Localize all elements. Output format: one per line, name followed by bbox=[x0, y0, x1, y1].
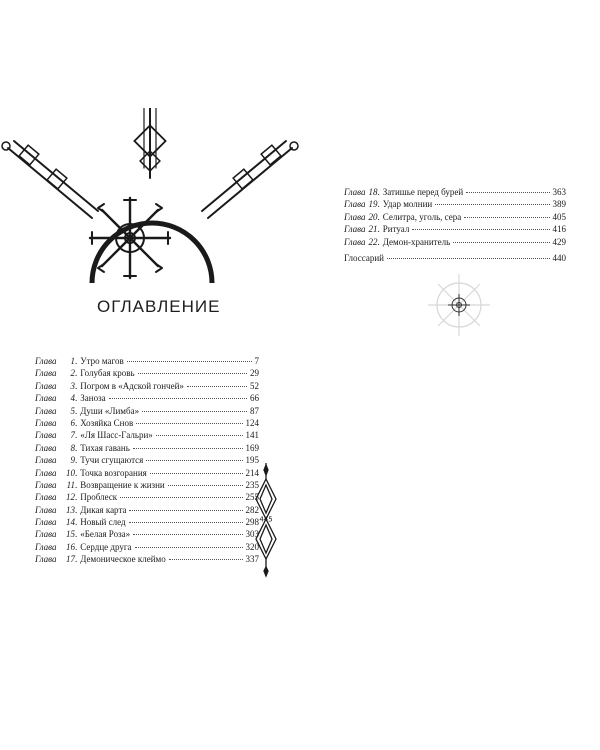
chapter-word: Глава bbox=[35, 368, 57, 379]
toc-row bbox=[35, 392, 259, 404]
dot-leader bbox=[412, 229, 549, 230]
chapter-title: «Белая Роза» bbox=[80, 529, 131, 540]
dot-leader bbox=[169, 559, 243, 560]
chapter-number: 18 bbox=[368, 187, 378, 197]
side-ornament-text: 445 bbox=[259, 515, 273, 524]
chapter-word: Глава bbox=[35, 430, 57, 441]
vegvisir-runic-compass-icon bbox=[0, 108, 300, 283]
chapter-title: Точка возгорания bbox=[80, 467, 147, 478]
chapter-number: 10 bbox=[66, 467, 75, 478]
dot-leader bbox=[387, 258, 550, 259]
chapter-dot: . bbox=[75, 492, 78, 503]
chapter-word: Глава bbox=[35, 405, 57, 416]
page-number: 298 bbox=[245, 517, 259, 528]
chapter-title: Голубая кровь bbox=[80, 368, 135, 379]
chapter-number: 21 bbox=[368, 224, 378, 235]
glossary-row bbox=[344, 252, 566, 264]
chapter-word: Глава bbox=[35, 393, 57, 404]
dot-leader bbox=[435, 204, 549, 205]
toc-row bbox=[35, 355, 259, 367]
chapter-number: 14 bbox=[66, 517, 75, 528]
page-number: 440 bbox=[552, 252, 566, 263]
chapter-word: Глава bbox=[344, 236, 366, 247]
chapter-word: Глава bbox=[344, 187, 366, 197]
chapter-number: 1 bbox=[70, 356, 75, 366]
chapter-title: «Ля Шасс-Гальри» bbox=[80, 430, 153, 441]
dot-leader bbox=[133, 448, 243, 449]
dot-leader bbox=[466, 192, 549, 193]
toc-row bbox=[344, 198, 566, 210]
chapter-title: Затишье перед бурей bbox=[382, 187, 464, 197]
chapter-word: Глава bbox=[35, 356, 57, 366]
chapter-dot: . bbox=[75, 417, 78, 428]
toc-row bbox=[35, 528, 259, 540]
chapter-dot: . bbox=[75, 504, 78, 515]
chapter-title: Души «Лимба» bbox=[80, 405, 140, 416]
page-number: 303 bbox=[245, 529, 259, 540]
page-number: 320 bbox=[245, 541, 259, 552]
chapter-dot: . bbox=[75, 380, 78, 391]
dot-leader bbox=[150, 473, 243, 474]
chapter-number: 15 bbox=[66, 529, 75, 540]
chapter-title: Селитра, уголь, сера bbox=[382, 211, 462, 222]
page-number: 235 bbox=[245, 479, 259, 490]
chapter-number: 17 bbox=[66, 554, 75, 565]
chapter-number: 4 bbox=[70, 393, 75, 404]
chapter-dot: . bbox=[75, 368, 78, 379]
chapter-dot: . bbox=[377, 211, 380, 222]
chapter-title: Сердце друга bbox=[80, 541, 132, 552]
chapter-title: Тучи сгущаются bbox=[80, 455, 144, 466]
page-number: 66 bbox=[250, 393, 259, 404]
dot-leader bbox=[136, 423, 242, 424]
chapter-word: Глава bbox=[35, 467, 57, 478]
chapter-word: Глава bbox=[35, 517, 57, 528]
chapter-word: Глава bbox=[35, 380, 57, 391]
page-number: 29 bbox=[250, 368, 259, 379]
chapter-number: 7 bbox=[70, 430, 75, 441]
toc-row bbox=[344, 186, 566, 198]
chapter-title: Демоническое клеймо bbox=[80, 554, 166, 565]
toc-row bbox=[344, 236, 566, 248]
page-number: 52 bbox=[250, 380, 259, 391]
toc-row bbox=[35, 367, 259, 379]
chapter-title: Проблеск bbox=[80, 492, 118, 503]
chapter-title: Демон-хранитель bbox=[382, 236, 451, 247]
toc-row bbox=[344, 223, 566, 235]
toc-row bbox=[35, 491, 259, 503]
toc-row bbox=[35, 516, 259, 528]
toc-row bbox=[35, 429, 259, 441]
chapter-number: 19 bbox=[368, 199, 378, 210]
chapter-number: 8 bbox=[70, 442, 75, 453]
chapter-dot: . bbox=[75, 356, 78, 366]
page-number: 195 bbox=[245, 455, 259, 466]
page-number: 429 bbox=[552, 236, 566, 247]
dot-leader bbox=[129, 522, 243, 523]
chapter-dot: . bbox=[377, 236, 380, 247]
chapter-word: Глава bbox=[35, 504, 57, 515]
dot-leader bbox=[156, 435, 243, 436]
dot-leader bbox=[109, 398, 247, 399]
chapter-word: Глава bbox=[35, 554, 57, 565]
chapter-title: Возвращение к жизни bbox=[80, 479, 165, 490]
dot-leader bbox=[135, 547, 243, 548]
page-number: 405 bbox=[552, 211, 566, 222]
page-number: 416 bbox=[552, 224, 566, 235]
chapter-dot: . bbox=[377, 187, 380, 197]
dot-leader bbox=[453, 242, 549, 243]
dot-leader bbox=[142, 411, 247, 412]
chapter-word: Глава bbox=[344, 211, 366, 222]
toc-row bbox=[35, 467, 259, 479]
chapter-number: 13 bbox=[66, 504, 75, 515]
chapter-number: 5 bbox=[70, 405, 75, 416]
chapter-dot: . bbox=[377, 224, 380, 235]
chapter-word: Глава bbox=[35, 479, 57, 490]
dot-leader bbox=[129, 510, 242, 511]
toc-row bbox=[35, 504, 259, 516]
chapter-word: Глава bbox=[35, 529, 57, 540]
chapter-title: Утро магов bbox=[80, 356, 124, 366]
toc-row bbox=[35, 442, 259, 454]
page-number: 141 bbox=[245, 430, 259, 441]
diamond-rune-icon bbox=[254, 463, 278, 578]
page-number: 87 bbox=[250, 405, 259, 416]
chapter-dot: . bbox=[75, 393, 78, 404]
toc-list-left bbox=[35, 355, 259, 566]
toc-row bbox=[35, 417, 259, 429]
dot-leader bbox=[127, 361, 252, 362]
chapter-title: Погром в «Адской гончей» bbox=[80, 380, 184, 391]
toc-row bbox=[344, 211, 566, 223]
chapter-dot: . bbox=[75, 430, 78, 441]
chapter-title: Тихая гавань bbox=[80, 442, 130, 453]
chapter-number: 6 bbox=[70, 417, 75, 428]
page-number: 389 bbox=[552, 199, 566, 210]
page-number: 214 bbox=[245, 467, 259, 478]
page-number: 363 bbox=[552, 187, 566, 197]
chapter-word: Глава bbox=[344, 224, 366, 235]
page-title: ОГЛАВЛЕНИЕ bbox=[97, 297, 221, 316]
chapter-title: Дикая карта bbox=[80, 504, 127, 515]
page-number: 124 bbox=[245, 417, 259, 428]
chapter-title: Заноза bbox=[80, 393, 106, 404]
dot-leader bbox=[464, 217, 549, 218]
toc-row bbox=[35, 479, 259, 491]
toc-row bbox=[35, 553, 259, 565]
chapter-dot: . bbox=[75, 529, 78, 540]
chapter-title: Хозяйка Снов bbox=[80, 417, 134, 428]
chapter-word: Глава bbox=[344, 199, 366, 210]
chapter-title: Ритуал bbox=[382, 224, 410, 235]
chapter-number: 11 bbox=[66, 479, 75, 490]
chapter-title: Новый след bbox=[80, 517, 126, 528]
page-number: 7 bbox=[254, 356, 259, 366]
glossary-title: Глоссарий bbox=[344, 252, 384, 263]
chapter-dot: . bbox=[75, 554, 78, 565]
chapter-dot: . bbox=[75, 517, 78, 528]
chapter-dot: . bbox=[75, 455, 78, 466]
chapter-dot: . bbox=[75, 541, 78, 552]
dot-leader bbox=[187, 386, 247, 387]
chapter-dot: . bbox=[377, 199, 380, 210]
chapter-number: 12 bbox=[66, 492, 75, 503]
toc-row bbox=[35, 454, 259, 466]
dot-leader bbox=[120, 497, 242, 498]
dot-leader bbox=[168, 485, 243, 486]
toc-row bbox=[35, 541, 259, 553]
toc-row bbox=[35, 405, 259, 417]
chapter-word: Глава bbox=[35, 417, 57, 428]
chapter-number: 9 bbox=[70, 455, 75, 466]
chapter-number: 16 bbox=[66, 541, 75, 552]
dot-leader bbox=[138, 373, 247, 374]
chapter-title: Удар молнии bbox=[382, 199, 433, 210]
chapter-dot: . bbox=[75, 442, 78, 453]
faint-compass-icon bbox=[424, 270, 494, 340]
chapter-number: 22 bbox=[368, 236, 378, 247]
chapter-number: 2 bbox=[70, 368, 75, 379]
chapter-word: Глава bbox=[35, 455, 57, 466]
chapter-dot: . bbox=[75, 479, 78, 490]
chapter-number: 3 bbox=[70, 380, 75, 391]
dot-leader bbox=[133, 534, 242, 535]
chapter-dot: . bbox=[75, 467, 78, 478]
toc-row bbox=[35, 380, 259, 392]
dot-leader bbox=[146, 460, 242, 461]
chapter-number: 20 bbox=[368, 211, 378, 222]
toc-list-right bbox=[344, 186, 566, 264]
page-number: 255 bbox=[245, 492, 259, 503]
page-number: 282 bbox=[245, 504, 259, 515]
chapter-dot: . bbox=[75, 405, 78, 416]
chapter-word: Глава bbox=[35, 492, 57, 503]
page-number: 337 bbox=[245, 554, 259, 565]
chapter-word: Глава bbox=[35, 541, 57, 552]
page-number: 169 bbox=[245, 442, 259, 453]
chapter-word: Глава bbox=[35, 442, 57, 453]
